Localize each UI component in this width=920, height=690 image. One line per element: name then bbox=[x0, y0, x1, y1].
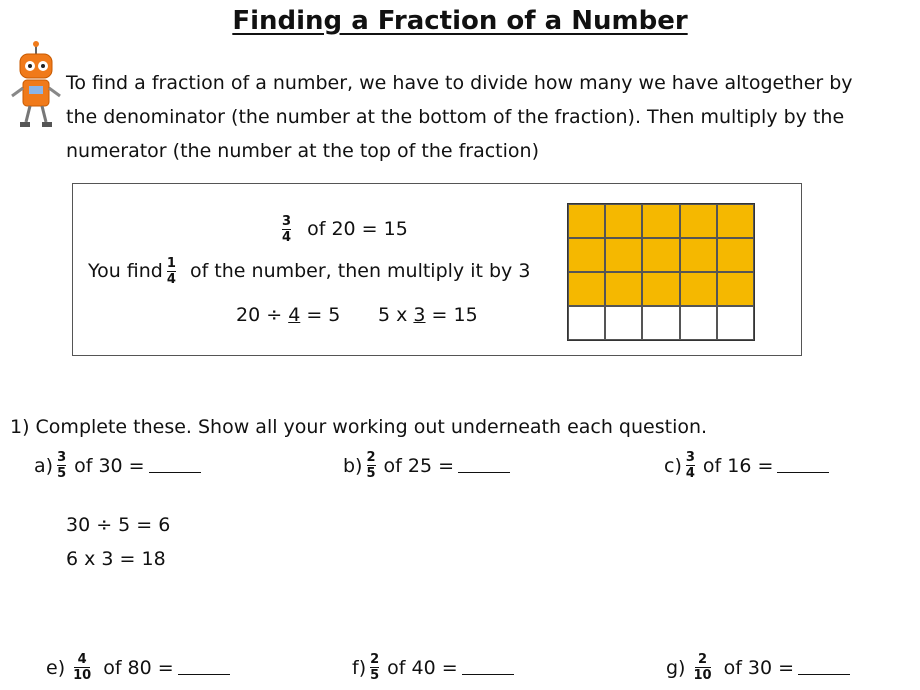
grid-cell-empty bbox=[642, 306, 679, 340]
question-c bbox=[664, 451, 829, 480]
answer-blank[interactable] bbox=[462, 660, 514, 675]
example-fraction bbox=[282, 215, 291, 244]
fraction-numerator: 2 bbox=[370, 652, 380, 667]
intro-line-1: To find a fraction of a number, we have to divide how many we have altogether by bbox=[66, 72, 853, 94]
explanation-prefix: You find bbox=[88, 260, 163, 282]
example-explanation bbox=[88, 257, 530, 286]
question-f bbox=[352, 653, 514, 682]
fraction-numerator: 3 bbox=[685, 450, 695, 465]
fraction-numerator: 2 bbox=[698, 652, 708, 667]
answer-blank[interactable] bbox=[777, 458, 829, 473]
question-fraction bbox=[366, 451, 375, 480]
question-fraction bbox=[57, 451, 66, 480]
fraction-numerator: 4 bbox=[77, 652, 87, 667]
grid-cell-empty bbox=[680, 306, 717, 340]
grid-cell-filled bbox=[680, 204, 717, 238]
grid-cell-filled bbox=[680, 238, 717, 272]
fraction-grid bbox=[567, 203, 755, 341]
question-fraction bbox=[73, 653, 91, 682]
question-fraction bbox=[686, 451, 695, 480]
fraction-denominator: 10 bbox=[693, 668, 712, 683]
grid-cell-filled bbox=[568, 238, 605, 272]
fraction-denominator: 5 bbox=[57, 466, 67, 481]
answer-blank[interactable] bbox=[458, 458, 510, 473]
grid-cell-filled bbox=[717, 204, 754, 238]
fraction-denominator: 4 bbox=[685, 466, 695, 481]
robot-mascot-icon bbox=[8, 40, 64, 130]
calc-underlined: 4 bbox=[288, 304, 301, 326]
question-label: c) bbox=[664, 454, 682, 477]
question-text: of 30 = bbox=[74, 454, 145, 477]
fraction-numerator: 3 bbox=[282, 214, 292, 229]
question-e bbox=[46, 653, 230, 682]
fraction-numerator: 3 bbox=[57, 450, 67, 465]
question-label: e) bbox=[46, 656, 66, 679]
question-text: of 80 = bbox=[103, 656, 174, 679]
grid-cell-empty bbox=[717, 306, 754, 340]
question-text: of 25 = bbox=[383, 454, 455, 477]
grid-cell-empty bbox=[605, 306, 642, 340]
calc-part: = 15 bbox=[425, 304, 478, 326]
explanation-suffix: of the number, then multiply it by 3 bbox=[189, 260, 531, 282]
example-statement bbox=[278, 215, 408, 244]
example-calc-divide bbox=[236, 304, 340, 326]
question-label: a) bbox=[34, 454, 54, 477]
fraction-denominator: 10 bbox=[73, 668, 92, 683]
fraction-numerator: 2 bbox=[366, 450, 376, 465]
question-fraction bbox=[370, 653, 379, 682]
question-label: g) bbox=[666, 656, 686, 679]
question-a bbox=[34, 451, 201, 480]
explanation-fraction bbox=[167, 257, 176, 286]
grid-cell-filled bbox=[605, 238, 642, 272]
grid-cell-filled bbox=[605, 204, 642, 238]
fraction-denominator: 4 bbox=[166, 272, 176, 287]
grid-cell-empty bbox=[568, 306, 605, 340]
working-line-1: 30 ÷ 5 = 6 bbox=[66, 514, 171, 536]
calc-part: 5 x bbox=[378, 304, 414, 326]
calc-part: 20 ÷ bbox=[236, 304, 289, 326]
question-text: of 40 = bbox=[387, 656, 458, 679]
working-line-2: 6 x 3 = 18 bbox=[66, 548, 166, 570]
intro-text bbox=[66, 66, 906, 168]
grid-cell-filled bbox=[642, 238, 679, 272]
grid-cell-filled bbox=[717, 272, 754, 306]
example-calc-multiply bbox=[378, 304, 478, 326]
example-statement-rest: of 20 = 15 bbox=[307, 218, 408, 240]
question-label: f) bbox=[352, 656, 367, 679]
answer-blank[interactable] bbox=[178, 660, 230, 675]
fraction-numerator: 1 bbox=[166, 256, 176, 271]
grid-cell-filled bbox=[717, 238, 754, 272]
fraction-denominator: 5 bbox=[370, 668, 380, 683]
grid-cell-filled bbox=[642, 204, 679, 238]
calc-part: = 5 bbox=[300, 304, 341, 326]
question-text: of 16 = bbox=[702, 454, 774, 477]
grid-cell-filled bbox=[568, 272, 605, 306]
grid-cell-filled bbox=[642, 272, 679, 306]
answer-blank[interactable] bbox=[798, 660, 850, 675]
grid-cell-filled bbox=[568, 204, 605, 238]
grid-cell-filled bbox=[605, 272, 642, 306]
question-g bbox=[666, 653, 850, 682]
instructions: 1) Complete these. Show all your working out underneath each question. bbox=[10, 416, 708, 438]
intro-line-3: numerator (the number at the top of the fraction) bbox=[66, 140, 539, 162]
question-fraction bbox=[693, 653, 711, 682]
question-b bbox=[343, 451, 510, 480]
question-label: b) bbox=[343, 454, 363, 477]
grid-cell-filled bbox=[680, 272, 717, 306]
fraction-denominator: 4 bbox=[282, 230, 292, 245]
calc-underlined: 3 bbox=[413, 304, 426, 326]
intro-line-2: the denominator (the number at the bottom of the fraction). Then multiply by the bbox=[66, 106, 845, 128]
answer-blank[interactable] bbox=[149, 458, 201, 473]
page-title: Finding a Fraction of a Number bbox=[232, 6, 688, 36]
question-text: of 30 = bbox=[723, 656, 795, 679]
fraction-denominator: 5 bbox=[366, 466, 376, 481]
